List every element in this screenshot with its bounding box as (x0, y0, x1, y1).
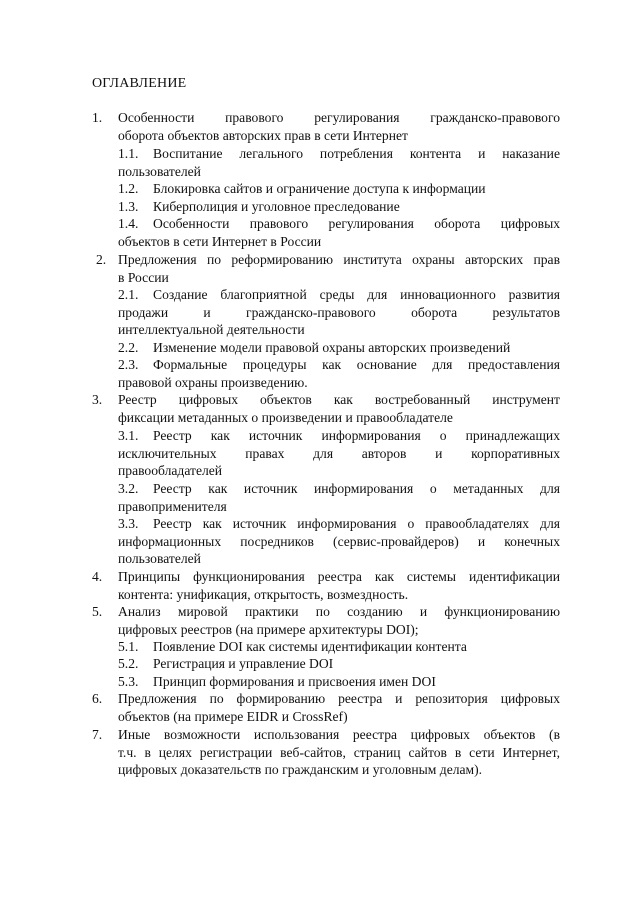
toc-item-line[interactable]: интеллектуальной деятельности (118, 322, 305, 337)
toc-item-line[interactable]: Появление DOI как системы идентификации контента (153, 639, 467, 654)
toc-item-line[interactable]: Принципы функционирования реестра как системы идентификации (118, 569, 560, 584)
toc-item-line[interactable]: Воспитание легального потребления контента и наказание (153, 146, 560, 161)
toc-item-line[interactable]: Особенности правового регулирования оборота цифровых (153, 216, 560, 231)
toc-item-line[interactable]: исключительных правах для авторов и корпоративных (118, 445, 560, 461)
toc-item-line[interactable]: Предложения по формированию реестра и репозитория цифровых (118, 691, 560, 706)
toc-item-line[interactable]: Изменение модели правовой охраны авторских произведений (153, 340, 511, 355)
toc-item-number: 2.2. (118, 340, 139, 355)
toc-item-line[interactable]: правоприменителя (118, 498, 227, 514)
toc-item-line[interactable]: Формальные процедуры как основание для предоставления (153, 357, 560, 372)
toc-item-line[interactable]: Блокировка сайтов и ограничение доступа к информации (153, 181, 486, 196)
toc-item-line[interactable]: Создание благоприятной среды для инновационного развития (153, 287, 560, 302)
toc-item-number: 2.1. (118, 287, 139, 302)
toc-item-line[interactable]: Реестр как источник информирования о принадлежащих (153, 428, 560, 443)
toc-item-number: 5.1. (118, 639, 139, 654)
toc-item-number: 5. (92, 604, 103, 619)
toc-item-line[interactable]: продажи и гражданско-правового оборота результатов (118, 304, 560, 320)
toc-item-line[interactable]: информационных посредников (сервис-провайдеров) и конечных (118, 533, 560, 549)
toc-item-line[interactable]: Анализ мировой практики по созданию и функционированию (118, 604, 560, 619)
toc-item-line[interactable]: фиксации метаданных о произведении и правообладателе (118, 409, 453, 425)
toc-item-number: 4. (92, 569, 103, 584)
toc-item-line[interactable]: в России (118, 269, 169, 285)
toc-item-line[interactable]: объектов в сети Интернет в России (118, 233, 322, 249)
toc-item-number: 3.2. (118, 481, 139, 496)
toc-item-line[interactable]: Реестр цифровых объектов как востребованный инструмент (118, 392, 560, 407)
toc-item-line[interactable]: пользователей (118, 163, 201, 179)
toc-item-number: 7. (92, 727, 103, 742)
toc-item-line[interactable]: т.ч. в целях регистрации веб-сайтов, страниц сайтов в сети Интернет, (118, 744, 560, 760)
toc-item-line[interactable]: Предложения по реформированию института охраны авторских прав (118, 252, 560, 267)
toc-item-number: 3.1. (118, 428, 139, 443)
toc-item-line[interactable]: цифровых доказательств по гражданским и уголовным делам). (118, 762, 483, 777)
toc-item-number: 2. (96, 252, 107, 267)
toc-item-number: 3. (92, 392, 103, 407)
toc-item-line[interactable]: Иные возможности использования реестра цифровых объектов (в (118, 727, 560, 742)
toc-item-number: 6. (92, 691, 103, 706)
toc-item-line[interactable]: Реестр как источник информирования о метаданных для (153, 481, 560, 496)
toc-item-line[interactable]: объектов (на примере EIDR и CrossRef) (118, 708, 348, 724)
toc-item-line[interactable]: правовой охраны произведению. (118, 374, 308, 390)
toc-item-number: 1.2. (118, 181, 139, 196)
toc-item-number: 5.3. (118, 674, 139, 689)
toc-item-line[interactable]: Регистрация и управление DOI (153, 656, 334, 671)
toc-item-line[interactable]: Киберполиция и уголовное преследование (153, 199, 400, 214)
toc-item-line[interactable]: Особенности правового регулирования гражданско-правового (118, 110, 560, 125)
toc-item-line[interactable]: оборота объектов авторских прав в сети Интернет (118, 127, 408, 143)
toc-item-number: 1.4. (118, 216, 139, 231)
toc-item-line[interactable]: Принцип формирования и присвоения имен DOI (153, 674, 436, 689)
toc-item-number: 2.3. (118, 357, 139, 372)
toc-item-number: 5.2. (118, 656, 139, 671)
toc-item-number: 3.3. (118, 516, 139, 531)
toc-item-line[interactable]: правообладателей (118, 463, 223, 478)
page-title: ОГЛАВЛЕНИЕ (92, 76, 187, 91)
toc-item-line[interactable]: контента: унификация, открытость, возмездность. (118, 586, 409, 602)
toc-item-number: 1.1. (118, 146, 139, 161)
toc-item-line[interactable]: Реестр как источник информирования о правообладателях для (153, 516, 560, 531)
toc-item-line[interactable]: пользователей (118, 551, 201, 566)
toc-item-line[interactable]: цифровых реестров (на примере архитектуры DOI); (118, 621, 419, 637)
toc-item-number: 1. (92, 110, 103, 125)
toc-item-number: 1.3. (118, 199, 139, 214)
